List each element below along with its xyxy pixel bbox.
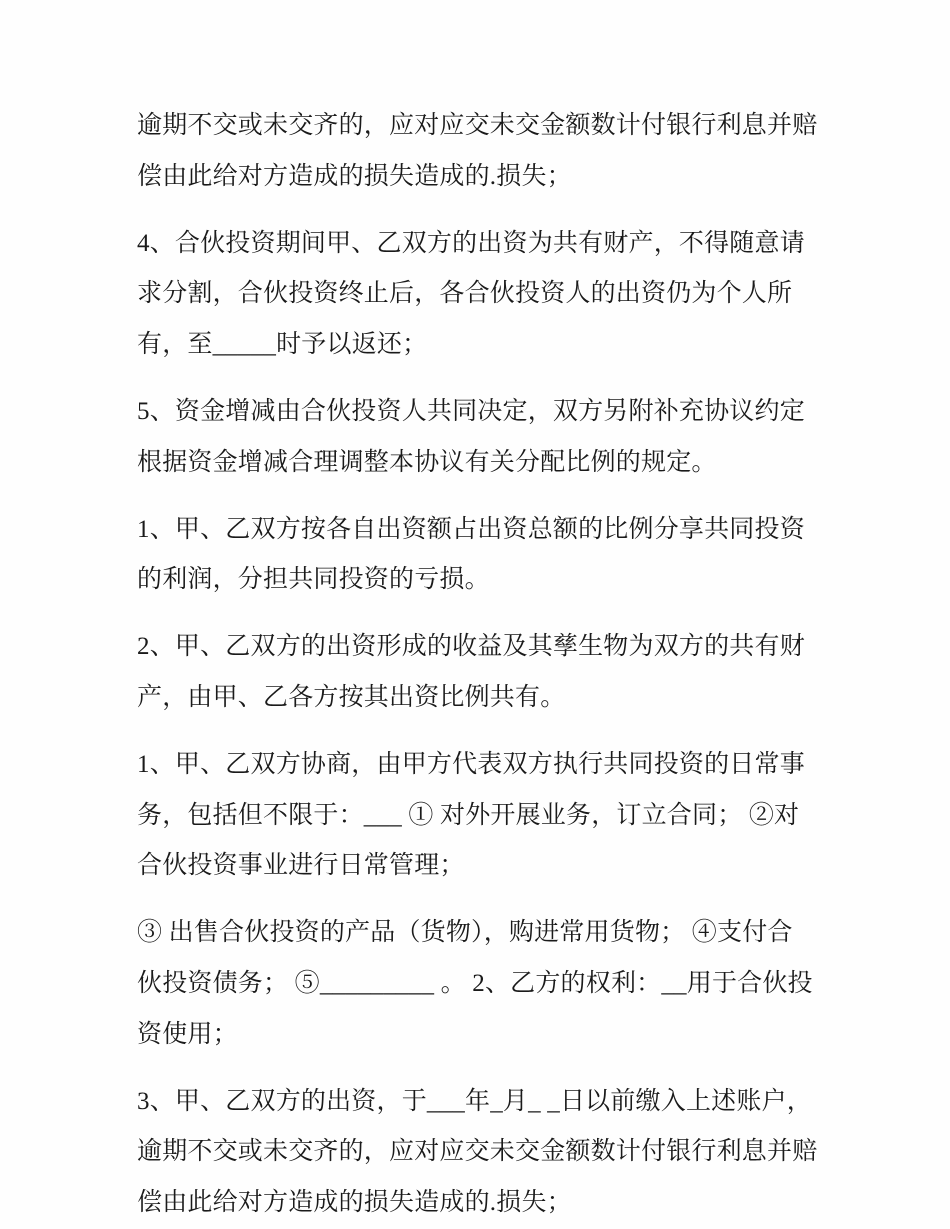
text-line: 偿由此给对方造成的损失造成的.损失； <box>137 1189 572 1217</box>
text-line: 1、甲、乙双方协商，由甲方代表双方执行共同投资的日常事 <box>137 750 805 778</box>
text-line: 2、甲、乙双方的出资形成的收益及其孳生物为双方的共有财 <box>137 633 805 661</box>
text-line: 逾期不交或未交齐的，应对应交未交金额数计付银行利息并赔 <box>137 1138 818 1166</box>
text-line: 产，由甲、乙各方按其出资比例共有。 <box>137 683 566 711</box>
document-text-block <box>137 101 843 1229</box>
text-line: 资使用； <box>137 1020 238 1048</box>
text-line: ③ 出售合伙投资的产品（货物），购进常用货物； ④支付合 <box>137 919 793 947</box>
text-line: 有，至_____时予以返还； <box>137 331 428 359</box>
text-line: 逾期不交或未交齐的，应对应交未交金额数计付银行利息并赔 <box>137 112 818 139</box>
text-line: 根据资金增减合理调整本协议有关分配比例的规定。 <box>137 448 717 476</box>
text-line: 偿由此给对方造成的损失造成的.损失； <box>137 162 572 190</box>
text-line: 求分割，合伙投资终止后，各合伙投资人的出资仍为个人所 <box>137 280 793 308</box>
text-line: 5、资金增减由合伙投资人共同决定，双方另附补充协议约定 <box>137 397 805 425</box>
text-line: 4、合伙投资期间甲、乙双方的出资为共有财产，不得随意请 <box>137 229 805 257</box>
text-line: 务，包括但不限于：___ ① 对外开展业务，订立合同； ②对 <box>137 801 800 829</box>
text-line: 的利润，分担共同投资的亏损。 <box>137 566 490 594</box>
text-line: 合伙投资事业进行日常管理； <box>137 852 465 880</box>
text-line: 3、甲、乙双方的出资，于___年_月_ _日以前缴入上述账户， <box>137 1087 812 1115</box>
text-line: 伙投资债务； ⑤_________ 。 2、乙方的权利：__用于合伙投 <box>137 969 813 997</box>
text-line: 1、甲、乙双方按各自出资额占出资总额的比例分享共同投资 <box>137 515 805 543</box>
